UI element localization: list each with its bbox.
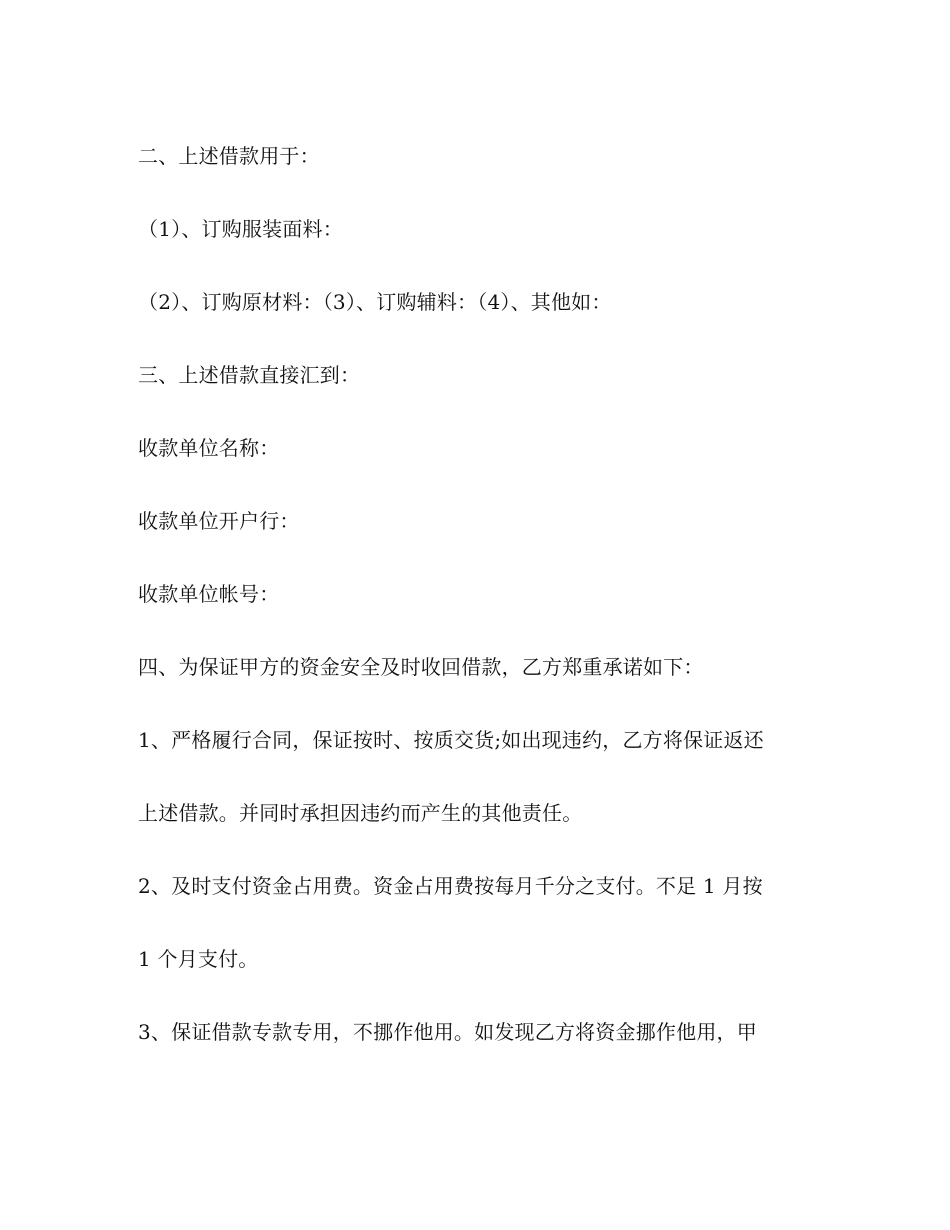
commitment-1-line-2: 上述借款。并同时承担因违约而产生的其他责任。	[138, 801, 583, 825]
commitment-2-line-2: 1 个月支付。	[138, 947, 259, 971]
section-two-heading: 二、上述借款用于：	[138, 144, 320, 168]
payee-bank-label: 收款单位开户行：	[138, 509, 300, 533]
section-four-heading: 四、为保证甲方的资金安全及时收回借款，乙方郑重承诺如下：	[138, 655, 704, 679]
payee-account-label: 收款单位帐号：	[138, 582, 280, 606]
usage-items-2-4: （2）、订购原材料：（3）、订购辅料：（4）、其他如：	[138, 290, 612, 314]
payee-name-label: 收款单位名称：	[138, 436, 280, 460]
commitment-1-line-1: 1、严格履行合同，保证按时、按质交货;如出现违约，乙方将保证返还	[138, 728, 764, 752]
commitment-3-line-1: 3、保证借款专款专用，不挪作他用。如发现乙方将资金挪作他用，甲	[138, 1020, 757, 1044]
usage-item-1: （1）、订购服装面料：	[138, 217, 343, 241]
section-three-heading: 三、上述借款直接汇到：	[138, 363, 361, 387]
commitment-2-line-1: 2、及时支付资金占用费。资金占用费按每月千分之支付。不足 1 月按	[138, 874, 763, 898]
